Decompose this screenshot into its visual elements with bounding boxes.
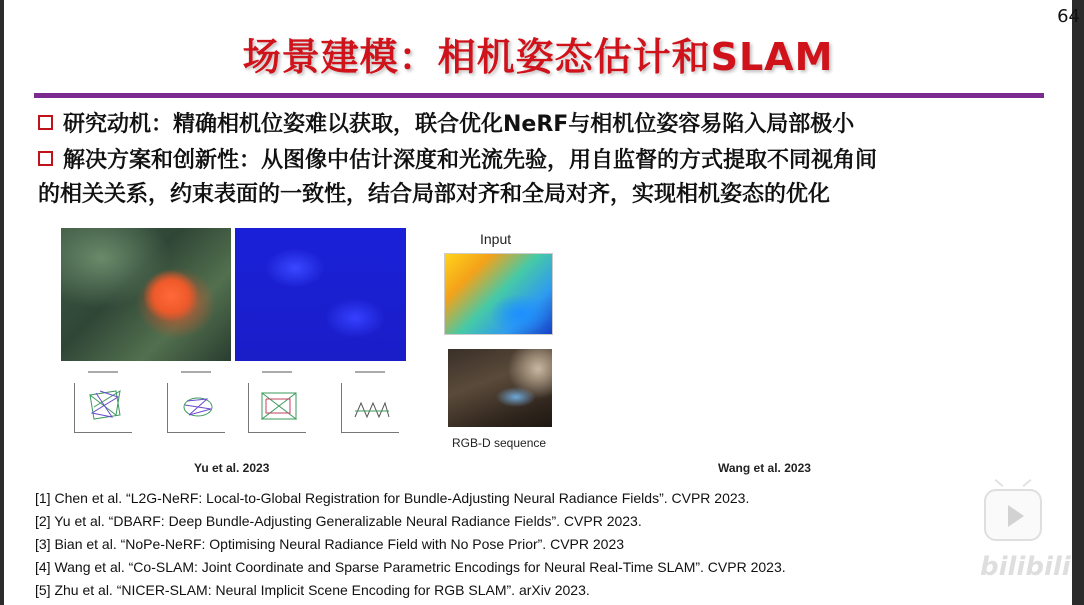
reference-item: [5] Zhu et al. “NICER-SLAM: Neural Implicit Scene Encoding for RGB SLAM”. arXiv 2023.	[35, 582, 590, 598]
slide	[4, 0, 1072, 605]
play-button[interactable]	[984, 489, 1042, 541]
trajectory-plot-title	[242, 369, 312, 375]
slide-title: 场景建模：相机姿态估计和SLAM	[242, 35, 834, 79]
reference-item: [1] Chen et al. “L2G-NeRF: Local-to-Global Registration for Bundle-Adjusting Neural Radiance Fields”. CVPR 2023.	[35, 490, 750, 506]
bullet-motivation	[38, 108, 854, 142]
bullet-text-continued: 的相关关系，约束表面的一致性，结合局部对齐和全局对齐，实现相机姿态的优化	[38, 182, 831, 207]
camera-trajectory-graphic	[353, 387, 391, 423]
flower-image	[61, 228, 231, 361]
figure-right-caption: Wang et al. 2023	[718, 461, 811, 475]
trajectory-plot	[68, 377, 138, 439]
trajectory-plot	[242, 377, 312, 439]
trajectory-plot-title	[161, 369, 231, 375]
camera-trajectory-graphic	[179, 387, 217, 423]
camera-trajectory-graphic	[86, 387, 124, 423]
rgbd-sequence-label: RGB-D sequence	[452, 436, 547, 450]
bullet-square-icon	[38, 115, 53, 130]
bilibili-watermark: bilibili	[980, 552, 1071, 582]
figure-left	[61, 228, 406, 361]
bullet-text: 研究动机：精确相机位姿难以获取，联合优化NeRF与相机位姿容易陷入局部极小	[63, 112, 855, 137]
bullet-solution	[38, 144, 1058, 212]
reference-item: [3] Bian et al. “NoPe-NeRF: Optimising Neural Radiance Field with No Pose Prior”. CVPR 2023	[35, 536, 625, 552]
references-list	[35, 487, 935, 602]
page-number: 64	[1057, 6, 1080, 27]
input-label: Input	[480, 231, 512, 247]
trajectory-plot	[161, 377, 231, 439]
bullet-square-icon	[38, 151, 53, 166]
optical-flow-image	[235, 228, 406, 361]
reference-item: [2] Yu et al. “DBARF: Deep Bundle-Adjusting Generalizable Neural Radiance Fields”. CVPR 2023.	[35, 513, 642, 529]
figure-left-caption: Yu et al. 2023	[194, 461, 270, 475]
reference-item: [4] Wang et al. “Co-SLAM: Joint Coordinate and Sparse Parametric Encodings for Neural Real-Time SLAM”. CVPR 2023.	[35, 559, 786, 575]
rgb-image	[448, 349, 552, 427]
trajectory-plot-title	[335, 369, 405, 375]
trajectory-plot	[335, 377, 405, 439]
play-icon	[1008, 505, 1024, 527]
depth-map-image	[444, 253, 553, 335]
title-divider	[34, 93, 1044, 98]
trajectory-plot-title	[68, 369, 138, 375]
camera-trajectory-graphic	[260, 387, 298, 423]
bullet-text: 解决方案和创新性：从图像中估计深度和光流先验，用自监督的方式提取不同视角间	[63, 148, 878, 173]
